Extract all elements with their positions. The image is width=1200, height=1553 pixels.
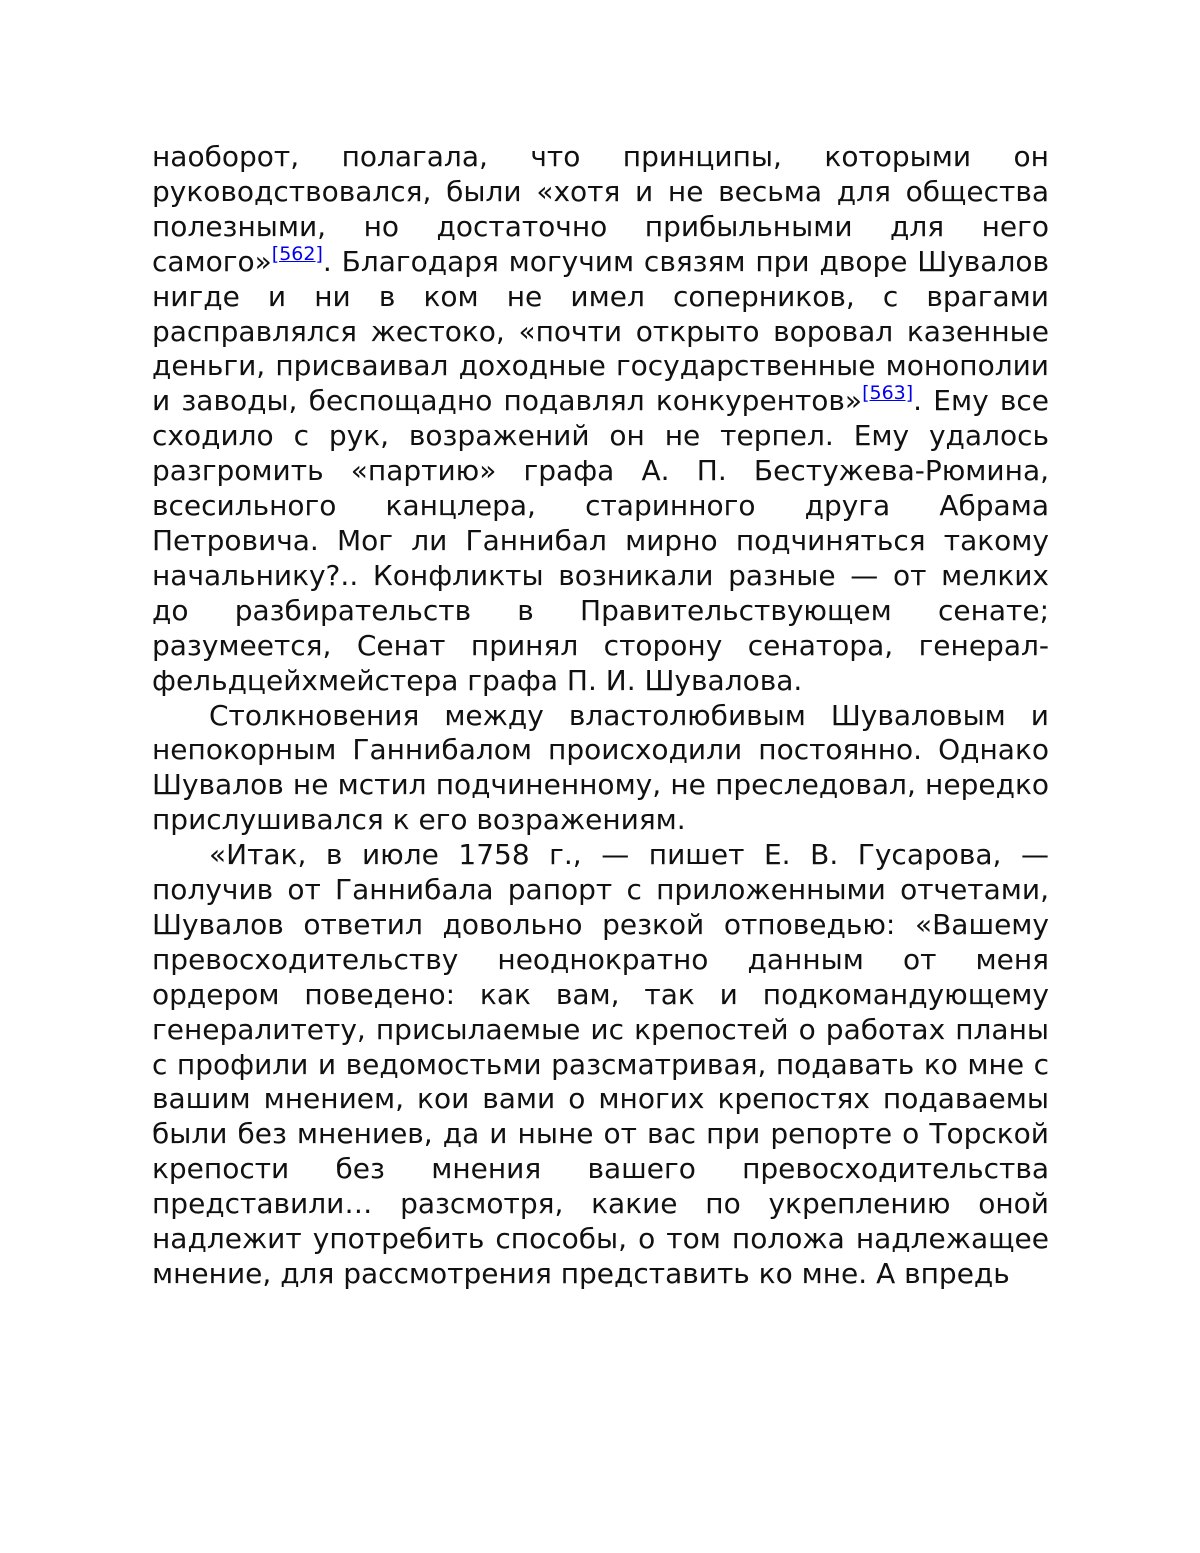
footnote-link-562[interactable]: [562]: [271, 242, 323, 265]
paragraph-2: Столкновения между властолюбивым Шуваловым и непокорным Ганнибалом происходили постоянно. Однако Шувалов не мстил подчиненному, не преследовал, нередко прислушивался к его возражениям.: [152, 698, 1049, 837]
footnote-ref-563[interactable]: [862, 382, 913, 404]
paragraph-1-text-a: наоборот, полагала, что принципы, которыми он руководствовался, были «хотя и не весьма для общества полезными, но достаточно прибыльными для него самого»: [152, 140, 1049, 278]
paragraph-3: «Итак, в июле 1758 г., — пишет Е. В. Гусарова, — получив от Ганнибала рапорт с приложенными отчетами, Шувалов ответил довольно резкой отповедью: «Вашему превосходительству неоднократно данным от меня ордером поведено: как вам, так и подкомандующему генералитету, присылаемые ис крепостей о работах планы с профили и ведомостьми разсматривая, подавать ко мне с вашим мнением, кои вами о многих крепостях подаваемы были без мнениев, да и ныне от вас при репорте о Торской крепости без мнения вашего превосходительства представили… разсмотря, какие по укреплению оной надлежит употребить способы, о том положа надлежащее мнение, для рассмотрения представить ко мне. А впредь: [152, 838, 1049, 1290]
paragraph-1-text-c: . Ему все сходило с рук, возражений он не терпел. Ему удалось разгромить «партию» графа А. П. Бестужева-Рюмина, всесильного канцлера, старинного друга Абрама Петровича. Мог ли Ганнибал мирно подчиняться такому начальнику?.. Конфликты возникали разные — от мелких до разбирательств в Правительствующем сенате; разумеется, Сенат принял сторону сенатора, генерал-фельдцейхмейстера графа П. И. Шувалова.: [152, 384, 1049, 697]
paragraph-1: [152, 140, 1049, 699]
footnote-link-563[interactable]: [563]: [862, 382, 914, 405]
footnote-ref-562[interactable]: [272, 243, 323, 265]
paragraph-1-text-b: . Благодаря могучим связям при дворе Шувалов нигде и ни в ком не имел соперников, с врагами расправлялся жестоко, «почти открыто воровал казенные деньги, присваивал доходные государственные монополии и заводы, беспощадно подавлял конкурентов»: [152, 244, 1049, 418]
document-page: [152, 140, 1049, 1292]
